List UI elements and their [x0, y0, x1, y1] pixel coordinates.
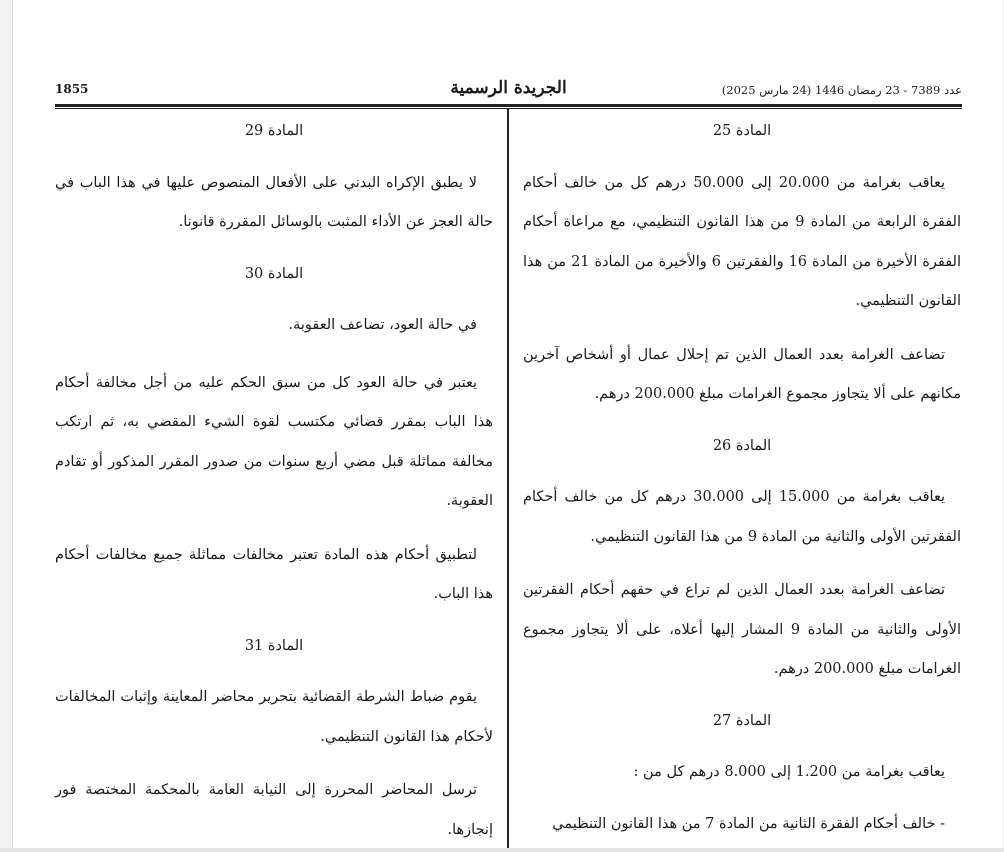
page-number: 1855 [55, 82, 89, 96]
header-rule-thick [55, 104, 962, 107]
article-26-paragraph-1: يعاقب بغرامة من 15.000 إلى 30.000 درهم كل من خالف أحكام الفقرتين الأولى والثانية من المادة 9 من هذا القانون التنظيمي. [523, 489, 961, 545]
column-divider [507, 109, 509, 848]
article-26-title: المادة 26 [712, 437, 772, 454]
article-27-paragraph-1: يعاقب بغرامة من 1.200 إلى 8.000 درهم كل من : [633, 764, 945, 780]
article-30-title: المادة 30 [244, 265, 304, 282]
journal-title: الجريدة الرسمية [450, 78, 567, 98]
article-30-paragraph-2: يعتبر في حالة العود كل من سبق الحكم عليه من أجل مخالفة أحكام هذا الباب بمقرر قضائي مكتسب لقوة الشيء المقضي به، ثم ارتكب مخالفة مماثلة قبل مضي أربع سنوات من صدور المقرر المذكور أو تقادم العقوبة. [55, 374, 493, 509]
article-31-paragraph-1: يقوم ضباط الشرطة القضائية بتحرير محاضر المعاينة وإثبات المخالفات لأحكام هذا القانون التنظيمي. [55, 689, 493, 745]
right-column [523, 112, 961, 844]
issue-info: عدد 7389 - 23 رمضان 1446 (24 مارس 2025) [721, 83, 962, 97]
article-29-title: المادة 29 [244, 123, 304, 139]
left-column [55, 112, 493, 848]
article-25-paragraph-1: يعاقب بغرامة من 20.000 إلى 50.000 درهم كل من خالف أحكام الفقرة الرابعة من المادة 9 من هذا القانون التنظيمي، مع مراعاة أحكام الفقرة الأخيرة من المادة 16 والفقرتين 6 والأخيرة من المادة 21 من هذا القانون التنظيمي. [523, 174, 962, 309]
viewer-bottom-edge [0, 848, 1004, 852]
article-30-paragraph-3: لتطبيق أحكام هذه المادة تعتبر مخالفات مماثلة جميع مخالفات أحكام هذا الباب. [55, 546, 493, 602]
article-29-paragraph-1: لا يطبق الإكراه البدني على الأفعال المنصوص عليها في هذا الباب في حالة العجز عن الأداء المثبت بالوسائل المقررة قانونا. [55, 174, 493, 230]
article-25-paragraph-2: تضاعف الغرامة بعدد العمال الذين تم إحلال عمال أو أشخاص آخرين مكانهم على ألا يتجاوز مجموع الغرامات مبلغ 200.000 درهم. [523, 346, 961, 402]
article-27-item-1: - خالف أحكام الفقرة الثانية من المادة 7 من هذا القانون التنظيمي [552, 815, 945, 832]
article-31-paragraph-2: ترسل المحاضر المحررة إلى النيابة العامة بالمحكمة المختصة فور إنجازها. [55, 782, 493, 838]
article-31-title: المادة 31 [244, 637, 304, 654]
article-25-title: المادة 25 [712, 123, 772, 139]
gazette-page [12, 0, 1003, 848]
article-27-title: المادة 27 [712, 712, 772, 729]
page-header [55, 78, 962, 104]
article-26-paragraph-2: تضاعف الغرامة بعدد العمال الذين لم تراع في حقهم أحكام الفقرتين الأولى والثانية من المادة 9 المشار إليها أعلاه، على ألا يتجاوز مجموع الغرامات مبلغ 200.000 درهم. [523, 582, 961, 677]
article-30-paragraph-1: في حالة العود، تضاعف العقوبة. [288, 317, 477, 333]
